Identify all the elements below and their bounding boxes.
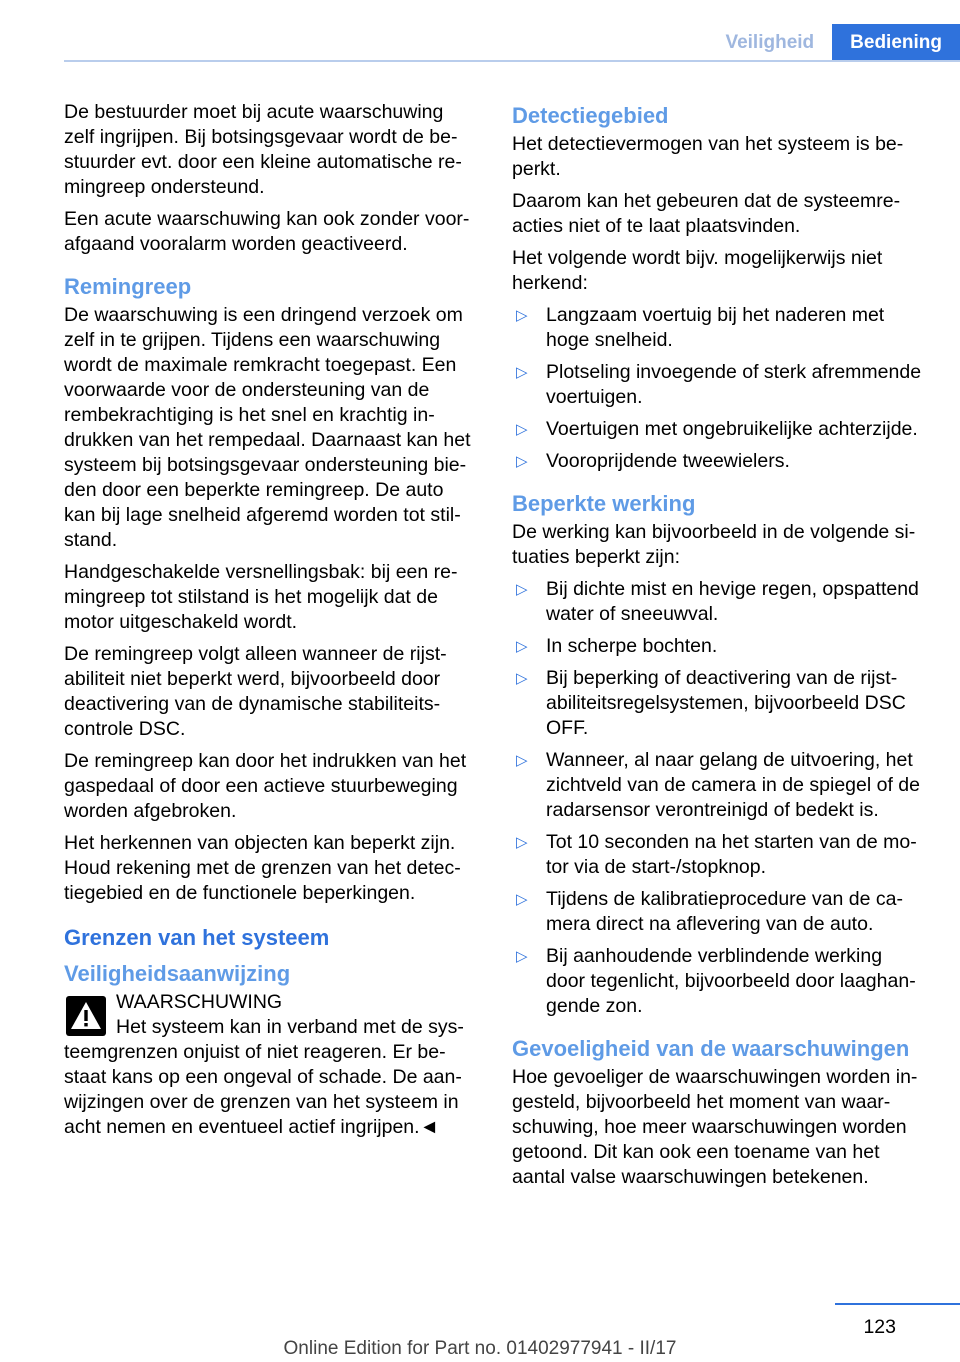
remingreep-paragraph-5: Het herkennen van objecten kan beperkt zijn. Houd rekening met de grenzen van het detectiegebied en de functionele beperkingen. <box>64 832 461 904</box>
edition-footer: Online Edition for Part no. 01402977941 - II/17 <box>283 1338 677 1359</box>
triangle-bullet-icon: ▷ <box>516 638 528 655</box>
detectie-paragraph-3: Het volgende wordt bijv. mogelijkerwijs niet herkend: <box>512 247 883 294</box>
detectie-paragraph-1: Het detectievermogen van het systeem is beperkt. <box>512 133 904 180</box>
warning-title: WAARSCHUWING <box>116 991 283 1013</box>
gevoeligheid-heading: Gevoeligheid van de waarschuwingen <box>512 1036 910 1061</box>
triangle-bullet-icon: ▷ <box>516 752 528 769</box>
list-item: ▷ Tijdens de kalibratieprocedure van de camera direct na aflevering van de auto. <box>516 888 903 935</box>
list-item: ▷ Bij dichte mist en hevige regen, opspattend water of sneeuwval. <box>516 578 919 625</box>
veiligheidsaanwijzing-heading: Veiligheidsaanwijzing <box>64 961 291 986</box>
tab-bediening[interactable]: Bediening <box>832 24 960 62</box>
beperkte-paragraph-1: De werking kan bijvoorbeeld in de volgende situaties beperkt zijn: <box>512 521 916 568</box>
remingreep-paragraph-2: Handgeschakelde versnellingsbak: bij een remingreep tot stilstand is het mogelijk dat de motor uitgeschakeld wordt. <box>64 561 458 633</box>
list-item: ▷ Voertuigen met ongebruikelijke achterzijde. <box>516 418 918 440</box>
warning-text: Het systeem kan in verband met de systeemgrenzen onjuist of niet reageren. Er bestaat kans op een ongeval of schade. De aanwijzingen over de grenzen van het systeem in acht nemen en eventueel actief ingrijpen.◄ <box>64 1016 464 1138</box>
warning-block <box>64 990 476 1015</box>
tab-veiligheid[interactable]: Veiligheid <box>707 24 832 62</box>
remingreep-paragraph-3: De remingreep volgt alleen wanneer de rijstabiliteit niet beperkt werd, bijvoorbeeld door deactivering van de dynamische stabiliteitscontrole DSC. <box>64 643 447 740</box>
remingreep-paragraph-4: De remingreep kan door het indrukken van het gaspedaal of door een actieve stuurbeweging worden afgebroken. <box>64 750 467 822</box>
grenzen-heading: Grenzen van het systeem <box>64 925 330 950</box>
detectie-paragraph-2: Daarom kan het gebeuren dat de systeemreacties niet of te laat plaatsvinden. <box>512 190 901 237</box>
list-item: ▷ Tot 10 seconden na het starten van de motor via de start-/stopknop. <box>516 831 917 878</box>
page-number: 123 <box>863 1316 896 1338</box>
list-item: ▷ Plotseling invoegende of sterk afremmende voertuigen. <box>516 361 922 408</box>
gevoeligheid-paragraph-1: Hoe gevoeliger de waarschuwingen worden ingesteld, bijvoorbeeld het moment van waarschuwing, hoe meer waarschuwingen worden getoond. Dit kan ook een toename van het aantal valse waarschuwingen betekenen. <box>512 1066 918 1188</box>
triangle-bullet-icon: ▷ <box>516 421 528 438</box>
list-item: ▷ Langzaam voertuig bij het naderen met hoge snelheid. <box>516 304 885 351</box>
warning-triangle-icon <box>66 996 106 1036</box>
triangle-bullet-icon: ▷ <box>516 670 528 687</box>
beperkte-list <box>512 577 926 1019</box>
triangle-bullet-icon: ▷ <box>516 307 528 324</box>
list-item: ▷ Bij beperking of deactivering van de rijstabiliteitsregelsystemen, bijvoorbeeld DSC OFF. <box>516 667 906 739</box>
right-column <box>512 100 926 1197</box>
triangle-bullet-icon: ▷ <box>516 948 528 965</box>
remingreep-heading: Remingreep <box>64 274 192 299</box>
beperkte-werking-heading: Beperkte werking <box>512 491 696 516</box>
detectiegebied-heading: Detectiegebied <box>512 103 669 128</box>
triangle-bullet-icon: ▷ <box>516 453 528 470</box>
triangle-bullet-icon: ▷ <box>516 891 528 908</box>
intro-paragraph-1: De bestuurder moet bij acute waarschuwing zelf ingrijpen. Bij botsingsgevaar wordt de bestuurder evt. door een kleine automatische remingreep ondersteund. <box>64 101 462 198</box>
triangle-bullet-icon: ▷ <box>516 581 528 598</box>
triangle-bullet-icon: ▷ <box>516 834 528 851</box>
list-item: ▷ Bij aanhoudende verblindende werking door tegenlicht, bijvoorbeeld door laaghangende zon. <box>516 945 916 1017</box>
remingreep-paragraph-1: De waarschuwing is een dringend verzoek om zelf in te grijpen. Tijdens een waarschuwing wordt de maximale remkracht toegepast. Een voorwaarde voor de ondersteuning van de rembekrachtiging is het snel en krachtig indrukken van het rempedaal. Daarnaast kan het systeem bij botsingsgevaar ondersteuning bieden door een beperkte remingreep. De auto kan bij lage snelheid afgeremd worden tot stilstand. <box>64 304 471 551</box>
list-item: ▷ Wanneer, al naar gelang de uitvoering, het zichtveld van de camera in de spiegel of de radarsensor verontreinigd of bedekt is. <box>516 749 920 821</box>
list-item: ▷ In scherpe bochten. <box>516 635 718 657</box>
section-tabs <box>707 24 960 62</box>
intro-paragraph-2: Een acute waarschuwing kan ook zonder voorafgaand vooralarm worden geactiveerd. <box>64 208 470 255</box>
left-column <box>64 100 476 1140</box>
footer-rule <box>835 1303 960 1305</box>
detectie-list <box>512 303 926 474</box>
triangle-bullet-icon: ▷ <box>516 364 528 381</box>
header-rule <box>64 60 960 62</box>
list-item: ▷ Vooroprijdende tweewielers. <box>516 450 790 472</box>
